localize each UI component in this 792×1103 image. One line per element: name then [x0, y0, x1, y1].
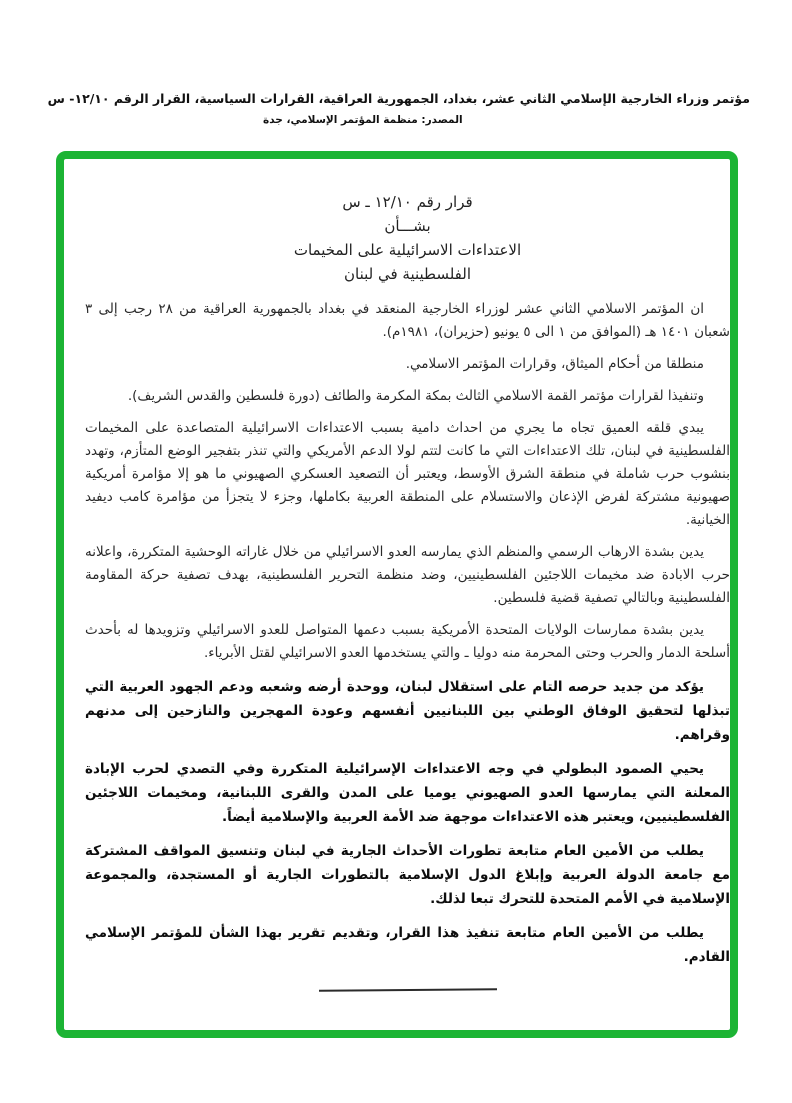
- resolution-subject-line-2: الفلسطينية في لبنان: [343, 265, 472, 283]
- resolution-subject-line-1: الاعتداءات الاسرائيلية على المخيمات: [293, 241, 522, 259]
- paragraph-sg-follow-developments: يطلب من الأمين العام متابعة تطورات الأحداث الجارية في لبنان وتنسيق المواقف المشتركة مع جامعة الدولة العربية وإبلاغ الدول الإسلامية بالتطورات الجارية أو المستجدة، والمجموعة الإسلامية في الأمم المتحدة للتحرك تبعا لذلك.: [85, 843, 730, 907]
- resolution-number-line: قرار رقم ١٢/١٠ ـ س: [342, 193, 473, 211]
- document-source-line: المصدر: منظمة المؤتمر الإسلامي، جدة: [263, 114, 463, 126]
- paragraph-summit-implementation: وتنفيذا لقرارات مؤتمر القمة الاسلامي الثالث بمكة المكرمة والطائف (دورة فلسطين والقدس الشريف).: [127, 388, 704, 404]
- paragraph-preamble-session: ان المؤتمر الاسلامي الثاني عشر لوزراء الخارجية المنعقد في بغداد بالجمهورية العراقية من ٢٨ رجب إلى ٣ شعبان ١٤٠١ هـ (الموافق من ١ الى ٥ يونيو (حزيران)، ١٩٨١م).: [85, 301, 730, 340]
- paragraph-deep-concern: يبدي قلقه العميق تجاه ما يجري من احداث دامية بسبب الاعتداءات الاسرائيلية المتصاعدة على المخيمات الفلسطينية في لبنان، تلك الاعتداءات التي ما كانت لتتم لولا الدعم الأمريكي والتي تنذر بتفجير الوضع المتأزم، وتهدد بنشوب حرب شاملة في منطقة الشرق الأوسط، ويعتبر أن التصعيد العسكري الصهيوني ما هو إلا مؤامرة أمريكية صهيونية مشتركة لفرض الإذعان والاستسلام على المنطقة العربية بكاملها، وجزء لا يتجزأ من مؤامرة كامب ديفيد الخيانية.: [85, 420, 730, 528]
- resolution-regarding-line: بشـــأن: [384, 217, 431, 235]
- operative-clauses: [85, 675, 730, 969]
- paragraph-sg-report: يطلب من الأمين العام متابعة تنفيذ هذا القرار، وتقديم تقرير بهذا الشأن للمؤتمر الإسلامي القادم.: [85, 925, 730, 965]
- document-citation-header: مؤتمر وزراء الخارجية الإسلامي الثاني عشر، بغداد، الجمهورية العراقية، القرارات السياسية، القرار الرقم ١٢/١٠- س: [47, 91, 750, 106]
- paragraph-condemn-us-support: يدين بشدة ممارسات الولايات المتحدة الأمريكية بسبب دعمها المتواصل للعدو الاسرائيلي وتزويدها له بأحدث أسلحة الدمار والحرب وحتى المحرمة منه دوليا ـ والتي يستخدمها العدو الاسرائيلي لقتل الأبرياء.: [85, 622, 730, 661]
- paragraph-charter-basis: منطلقا من أحكام الميثاق، وقرارات المؤتمر الاسلامي.: [405, 356, 704, 372]
- resolution-title-block: [85, 190, 730, 286]
- paragraph-condemn-terror: يدين بشدة الارهاب الرسمي والمنظم الذي يمارسه العدو الاسرائيلي من خلال غاراته الوحشية المتكررة، واعلانه حرب الابادة ضد مخيمات اللاجئين الفلسطينيين، وضد منظمة التحرير الفلسطينية، بهدف تصفية حركة المقاومة الفلسطينية وبالتالي تصفية قضية فلسطين.: [85, 544, 730, 606]
- paragraph-lebanon-independence: يؤكد من جديد حرصه التام على استقلال لبنان، ووحدة أرضه وشعبه ودعم الجهود العربية التي تبذلها لتحقيق الوفاق الوطني بين اللبنانيين أنفسهم وعودة المهجرين والنازحين إلى مدنهم وقراهم.: [85, 679, 730, 743]
- resolution-body: [85, 190, 730, 991]
- paragraph-salute-steadfastness: يحيي الصمود البطولي في وجه الاعتداءات الإسرائيلية المتكررة وفي التصدي لحرب الإبادة المعلنة التي يمارسها العدو الصهيوني يوميا على المدن والقرى اللبنانية، ومخيمات اللاجئين الفلسطينيين، ويعتبر هذه الاعتداءات موجهة ضد الأمة العربية والإسلامية أيضاً.: [85, 761, 730, 825]
